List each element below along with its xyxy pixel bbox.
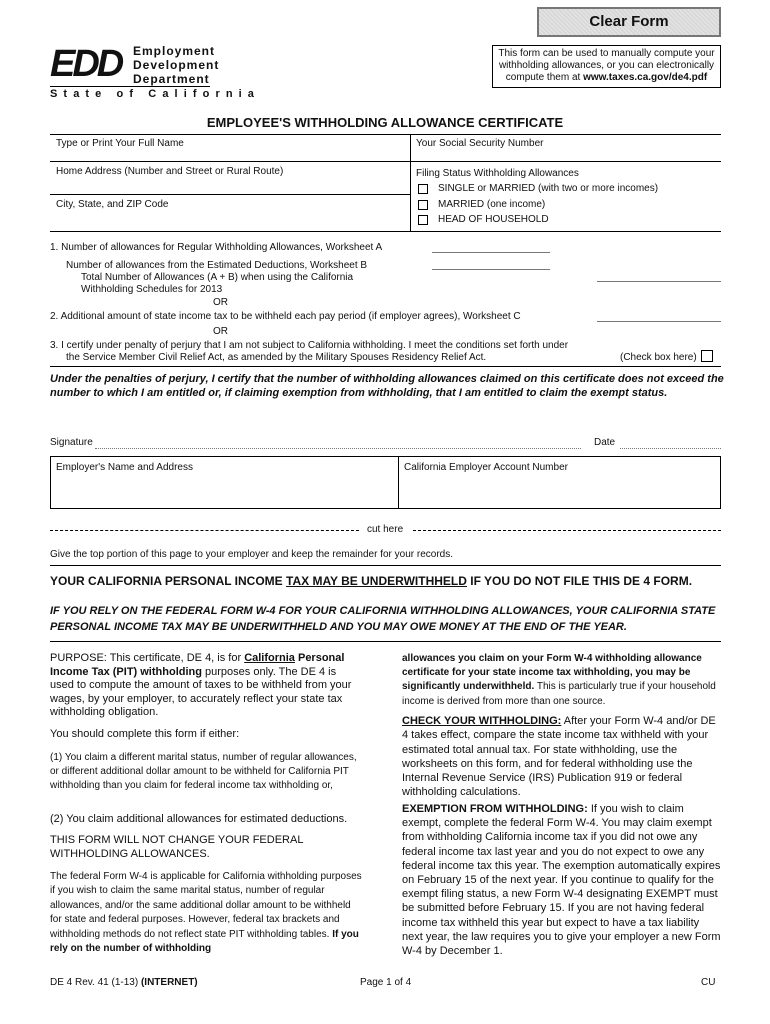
rule [50,231,721,232]
date-label: Date [594,437,616,448]
status-option-hoh: HEAD OF HOUSEHOLD [438,214,549,225]
exemption-paragraph [402,802,722,958]
rule [50,161,721,162]
edd-logo-text [133,44,219,86]
rule [50,641,721,642]
rule [398,456,399,509]
line-2-input[interactable] [597,321,721,322]
purpose-text: PURPOSE: This certificate, DE 4, is for [50,652,245,664]
info-box [492,45,721,88]
purpose-pit: Personal Income Tax (PIT) withholding [50,652,345,678]
exemption-text: If you wish to claim exempt, complete the federal Form W-4. You may claim exempt from withholding California income tax if you did not owe any federal income tax last year and you do not expect to owe any federal income tax this year. The exemption automatically expires on February 15 of the next year. If you continue to qualify for the exempt filing status, a new Form W-4 designating EXEMPT must be submitted before February 15. If you are not having federal income tax withheld this year but expect to have a tax liability next year, the law requires you to give your employer a new Form W-4 by December 1. [402,803,721,958]
form-title: EMPLOYEE'S WITHHOLDING ALLOWANCE CERTIFICATE [206,115,564,130]
underwithheld-continuation [402,652,724,709]
exemption-heading: EXEMPTION FROM WITHHOLDING: [402,803,588,815]
cu-code: CU [701,977,716,988]
ssn-label: Your Social Security Number [416,138,544,149]
reason-1: (1) You claim a different marital status, number of regular allowances, or different additional dollar amount to be withheld for California PIT withholding than you claim for federal income tax withholding or, [50,752,357,791]
should-complete: You should complete this form if either: [50,728,240,740]
status-married-checkbox[interactable] [418,200,428,210]
underwithheld-warning [50,574,692,588]
status-option-single: SINGLE or MARRIED (with two or more incomes) [438,183,659,194]
federal-paragraph [50,870,362,956]
logo-line-3: Department [133,72,210,86]
give-top-instruction: Give the top portion of this page to your employer and keep the remainder for your records. [50,549,453,560]
form-id [50,977,198,989]
rule [50,565,721,566]
rule [50,194,410,195]
warning-part-3: IF YOU DO NOT FILE THIS DE 4 FORM. [466,574,693,588]
check-withholding-text: After your Form W-4 and/or DE 4 takes effect, compare the state income tax withheld with your estimated total annual tax. For state withholding, use the worksheets on this form, and for federal withholding use the Internal Revenue Service (IRS) Publication 919 or federal withholding calculations. [402,715,716,799]
city-state-zip-label: City, State, and ZIP Code [56,199,169,210]
total-allowances-input[interactable] [597,281,721,282]
will-not-change: THIS FORM WILL NOT CHANGE YOUR FEDERAL WITHHOLDING ALLOWANCES. [50,834,304,860]
check-withholding-paragraph [402,714,722,800]
edd-logo: EDD [50,43,122,85]
status-single-checkbox[interactable] [418,184,428,194]
line-3-label: 3. I certify under penalty of perjury that I am not subject to California withholding. I meet the conditions set forth under [50,340,569,351]
full-name-label: Type or Print Your Full Name [56,138,184,149]
logo-line-2: Development [133,58,220,72]
line-1b-label: Number of allowances from the Estimated Deductions, Worksheet B [66,260,368,271]
line-1c-label: Total Number of Allowances (A + B) when using the California [81,272,354,283]
status-option-married: MARRIED (one income) [438,199,546,210]
cut-line-right [413,530,721,531]
continuation-bold: allowances you claim on your Form W-4 withholding allowance certificate for your state income tax withholding, you may be significantly underwithheld. [402,653,702,693]
line-3-label-2: the Service Member Civil Relief Act, as amended by the Military Spouses Residency Relief Act. [66,352,487,363]
clear-form-button[interactable]: Clear Form [537,7,721,37]
line-1c-label-2: Withholding Schedules for 2013 [81,284,223,295]
or-label-2: OR [213,326,228,337]
rule [410,134,411,231]
warning-part-2: TAX MAY BE UNDERWITHHELD [286,574,467,588]
cut-line-left [50,530,359,531]
date-input[interactable] [620,448,721,449]
line-1-label: 1. Number of allowances for Regular Withholding Allowances, Worksheet A [50,242,383,253]
employer-name-label[interactable]: Employer's Name and Address [56,462,193,473]
rule [50,134,721,135]
info-url[interactable]: www.taxes.ca.gov/de4.pdf [583,72,708,83]
or-label: OR [213,297,228,308]
signature-input[interactable] [95,448,581,449]
purpose-text-2: purposes only. The DE 4 is used to compute the amount of taxes to be withheld from your wages, by your employer, to accurately reflect your state tax withholding obligation. [50,665,352,718]
purpose-paragraph [50,652,362,720]
line-1-input[interactable] [432,252,550,253]
filing-status-label: Filing Status Withholding Allowances [416,168,579,179]
form-id-text: DE 4 Rev. 41 (1-13) [50,977,141,988]
exempt-checkbox[interactable] [701,350,713,362]
status-hoh-checkbox[interactable] [418,215,428,225]
w4-notice: IF YOU RELY ON THE FEDERAL FORM W-4 FOR YOUR CALIFORNIA WITHHOLDING ALLOWANCES, YOUR CALIFORNIA STATE PERSONAL INCOME TAX MAY BE UNDERWITHHELD AND YOU MAY OWE MONEY AT THE END OF THE YEAR. [50,605,716,633]
info-text: This form can be used to manually compute your withholding allowances, or you can electronically compute them at [498,48,715,83]
federal-text-bold: If you rely on the number of withholding [50,928,359,955]
logo-line-1: Employment [133,44,216,58]
purpose-california: California [244,652,295,664]
federal-text: The federal Form W-4 is applicable for California withholding purposes if you wish to claim the same marital status, number of regular allowances, and/or the same additional dollar amount to be withheld for state and federal purposes. However, federal tax brackets and withholding methods do not reflect state PIT withholding tables. [50,871,362,940]
logo-rule [50,86,210,87]
logo-state: State of California [50,88,261,100]
continuation-text: This is particularly true if your household income is derived from more than one source. [402,681,716,707]
home-address-label: Home Address (Number and Street or Rural Route) [56,166,284,177]
reason-2: (2) You claim additional allowances for estimated deductions. [50,813,348,825]
warning-part-1: YOUR CALIFORNIA PERSONAL INCOME [50,574,287,588]
employer-account-label[interactable]: California Employer Account Number [404,462,568,473]
cut-here-label: cut here [367,524,404,535]
page-number: Page 1 of 4 [360,977,412,988]
check-box-here-label: (Check box here) [620,352,697,363]
check-withholding-heading: CHECK YOUR WITHHOLDING: [402,715,562,727]
line-1b-input[interactable] [432,269,550,270]
line-2-label: 2. Additional amount of state income tax to be withheld each pay period (if employer agrees), Worksheet C [50,311,521,322]
rule [50,366,721,367]
perjury-statement: Under the penalties of perjury, I certify that the number of withholding allowances claimed on this certificate does not exceed the number to which I am entitled or, if claiming exemption from withholding, that I am entitled to claim the exempt status. [50,373,724,399]
form-id-internet: (INTERNET) [140,977,198,988]
signature-label: Signature [50,437,93,448]
